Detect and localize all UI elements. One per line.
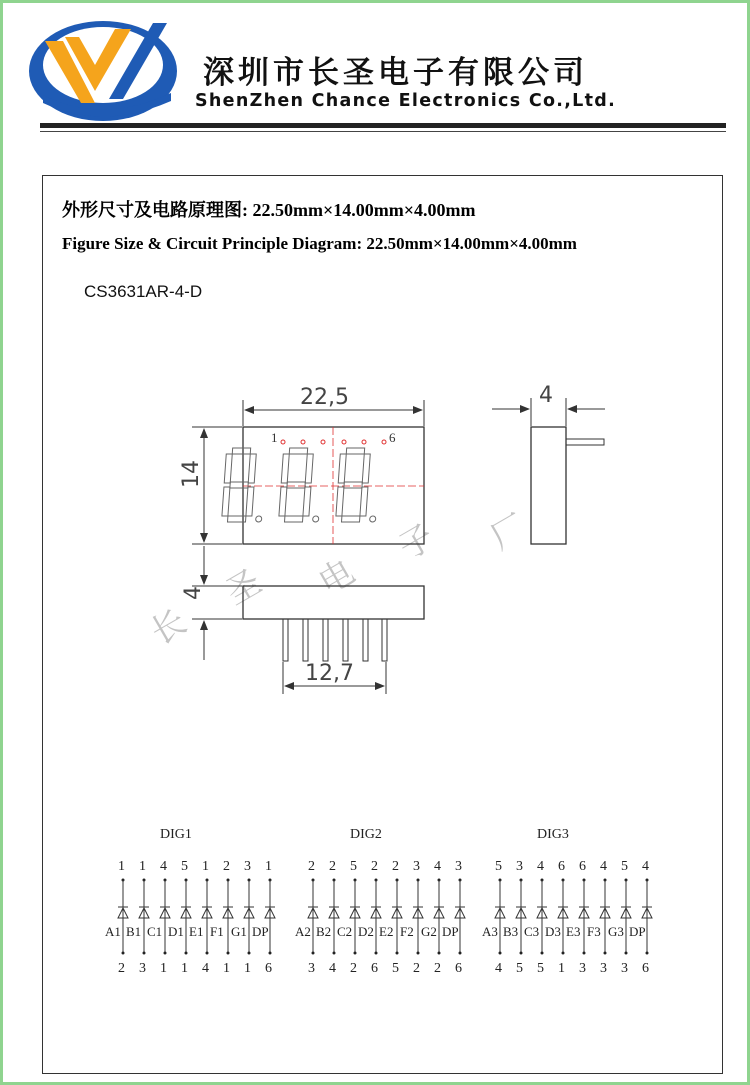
bottom-pin-number: 2	[350, 961, 357, 976]
segment	[305, 454, 313, 483]
watermark-char: 圣	[219, 561, 269, 614]
seven-segment-digit	[278, 448, 323, 522]
top-pin-number: 2	[371, 859, 378, 874]
bottom-pin-number: 6	[455, 961, 462, 976]
top-pin-number: 3	[455, 859, 462, 874]
pin-dot	[122, 952, 125, 955]
digit-circuit	[105, 827, 275, 976]
top-pin-number: 5	[495, 859, 502, 874]
part-number: CS3631AR-4-D	[84, 282, 203, 301]
segment-label: A1	[105, 924, 121, 939]
company-name-cn: 深圳市长圣电子有限公司	[203, 55, 588, 91]
pin-dot	[625, 952, 628, 955]
bottom-pin-number: 2	[413, 961, 420, 976]
segment	[341, 516, 359, 522]
segment	[232, 448, 250, 454]
top-pin-number: 6	[558, 859, 565, 874]
pin-dot	[312, 952, 315, 955]
segment-label: G3	[608, 924, 624, 939]
pin-dot	[143, 952, 146, 955]
pin-dot	[227, 952, 230, 955]
pin-dot	[520, 952, 523, 955]
pin-marker-dots	[281, 440, 386, 444]
top-pin-number: 2	[223, 859, 230, 874]
pin-dot	[354, 952, 357, 955]
segment-label: DP	[252, 924, 269, 939]
segment-label: D2	[358, 924, 374, 939]
company-name-en: ShenZhen Chance Electronics Co.,Ltd.	[195, 91, 617, 111]
top-pin-number: 2	[308, 859, 315, 874]
bottom-pin-number: 1	[181, 961, 188, 976]
top-pin-number: 2	[329, 859, 336, 874]
top-pin-number: 3	[516, 859, 523, 874]
pin-dot	[185, 952, 188, 955]
bottom-pin-number: 6	[642, 961, 649, 976]
bottom-pin-number: 5	[516, 961, 523, 976]
top-pin-number: 4	[642, 859, 649, 874]
segment-label: DP	[442, 924, 459, 939]
segment-label: G2	[421, 924, 437, 939]
pin-dot	[541, 952, 544, 955]
segment-label: C1	[147, 924, 163, 939]
pin-dot	[499, 952, 502, 955]
pin-dot	[269, 952, 272, 955]
top-pin-number: 3	[413, 859, 420, 874]
bottom-pin-number: 6	[371, 961, 378, 976]
display-body-side	[531, 427, 566, 544]
segment-label: B1	[126, 924, 142, 939]
top-pin-number: 1	[202, 859, 209, 874]
segment	[246, 487, 254, 516]
bottom-pin-number: 1	[160, 961, 167, 976]
bottom-pin-number: 2	[118, 961, 125, 976]
segment	[279, 487, 287, 516]
bottom-pin-number: 3	[579, 961, 586, 976]
top-pin-number: 4	[160, 859, 167, 874]
bottom-pin-number: 6	[265, 961, 272, 976]
bottom-pin-number: 1	[223, 961, 230, 976]
bottom-pin-number: 3	[139, 961, 146, 976]
bottom-pin-number: 4	[329, 961, 336, 976]
segment-label: F3	[587, 924, 601, 939]
top-pin-number: 6	[579, 859, 586, 874]
bottom-pin-number: 1	[558, 961, 565, 976]
pin-dot	[333, 952, 336, 955]
bottom-pin-number: 3	[308, 961, 315, 976]
segment	[284, 516, 302, 522]
segment	[281, 454, 289, 483]
pin-height-dimension: 4	[181, 586, 206, 600]
decimal-point	[255, 516, 261, 522]
segment	[362, 454, 370, 483]
bottom-pin-number: 4	[495, 961, 502, 976]
pin-dot	[646, 952, 649, 955]
segment-label: F2	[400, 924, 414, 939]
digit-title: DIG3	[537, 827, 569, 842]
top-pin-number: 1	[118, 859, 125, 874]
segment-label: E1	[189, 924, 204, 939]
top-pin-number: 5	[350, 859, 357, 874]
top-pin-number: 5	[621, 859, 628, 874]
segment-label: B3	[503, 924, 519, 939]
segment-label: F1	[210, 924, 224, 939]
watermark-char: 长	[144, 601, 194, 654]
seven-segment-digits	[221, 448, 380, 522]
segment-label: C3	[524, 924, 540, 939]
digit-circuit	[295, 827, 465, 976]
pin-dot	[417, 952, 420, 955]
pin-dot	[164, 952, 167, 955]
segment-label: E3	[566, 924, 581, 939]
segment-label: A3	[482, 924, 498, 939]
seven-segment-digit	[221, 448, 266, 522]
digit-title: DIG2	[350, 827, 382, 842]
segment	[289, 448, 307, 454]
segment-label: DP	[629, 924, 646, 939]
top-pin-number: 4	[434, 859, 441, 874]
bottom-pin-number: 5	[537, 961, 544, 976]
pin-dot	[206, 952, 209, 955]
segment	[360, 487, 368, 516]
segment-label: C2	[337, 924, 353, 939]
pin-dot	[562, 952, 565, 955]
watermark-char: 厂	[484, 506, 534, 559]
digit-circuit	[482, 827, 652, 976]
pin-dot	[396, 952, 399, 955]
top-pin-number: 4	[600, 859, 607, 874]
pin1-label: 1	[271, 430, 278, 445]
segment	[338, 454, 346, 483]
drawing-title-cn: 外形尺寸及电路原理图: 22.50mm×14.00mm×4.00mm	[62, 200, 476, 220]
segment-label: G1	[231, 924, 247, 939]
segment-label: D3	[545, 924, 561, 939]
width-dimension: 22,5	[300, 385, 349, 410]
segment	[222, 487, 230, 516]
watermark	[144, 507, 533, 654]
pin-dot	[248, 952, 251, 955]
pins-bottom	[283, 619, 387, 661]
top-pin-number: 5	[181, 859, 188, 874]
digit-title: DIG1	[160, 827, 192, 842]
segment-label: E2	[379, 924, 394, 939]
top-pin-number: 3	[244, 859, 251, 874]
segment	[230, 482, 248, 488]
segment	[336, 487, 344, 516]
watermark-char: 电	[312, 551, 362, 604]
decimal-point	[312, 516, 318, 522]
segment	[344, 482, 362, 488]
seven-segment-digit	[335, 448, 380, 522]
bottom-pin-number: 2	[434, 961, 441, 976]
segment-label: B2	[316, 924, 332, 939]
depth-dimension: 4	[539, 383, 553, 408]
pin-dot	[583, 952, 586, 955]
pin-dot	[459, 952, 462, 955]
pin6-label: 6	[389, 430, 396, 445]
bottom-pin-number: 3	[621, 961, 628, 976]
bottom-pin-number: 3	[600, 961, 607, 976]
decimal-point	[369, 516, 375, 522]
circuit-diagram	[105, 827, 652, 976]
height-dimension: 14	[179, 460, 204, 488]
pin-dot	[375, 952, 378, 955]
segment	[287, 482, 305, 488]
segment	[346, 448, 364, 454]
watermark-char: 子	[392, 516, 442, 569]
top-pin-number: 2	[392, 859, 399, 874]
segment-label: A2	[295, 924, 311, 939]
top-pin-number: 1	[139, 859, 146, 874]
top-pin-number: 1	[265, 859, 272, 874]
segment	[303, 487, 311, 516]
bottom-pin-number: 1	[244, 961, 251, 976]
drawing-title-en: Figure Size & Circuit Principle Diagram: 22.50mm×14.00mm×4.00mm	[62, 234, 577, 253]
top-pin-number: 4	[537, 859, 544, 874]
segment-label: D1	[168, 924, 184, 939]
pin-dot	[438, 952, 441, 955]
pin-span-dimension: 12,7	[305, 661, 354, 686]
segment	[224, 454, 232, 483]
segment	[248, 454, 256, 483]
bottom-pin-number: 4	[202, 961, 209, 976]
pin-dot	[604, 952, 607, 955]
bottom-pin-number: 5	[392, 961, 399, 976]
side-pin	[566, 439, 604, 445]
